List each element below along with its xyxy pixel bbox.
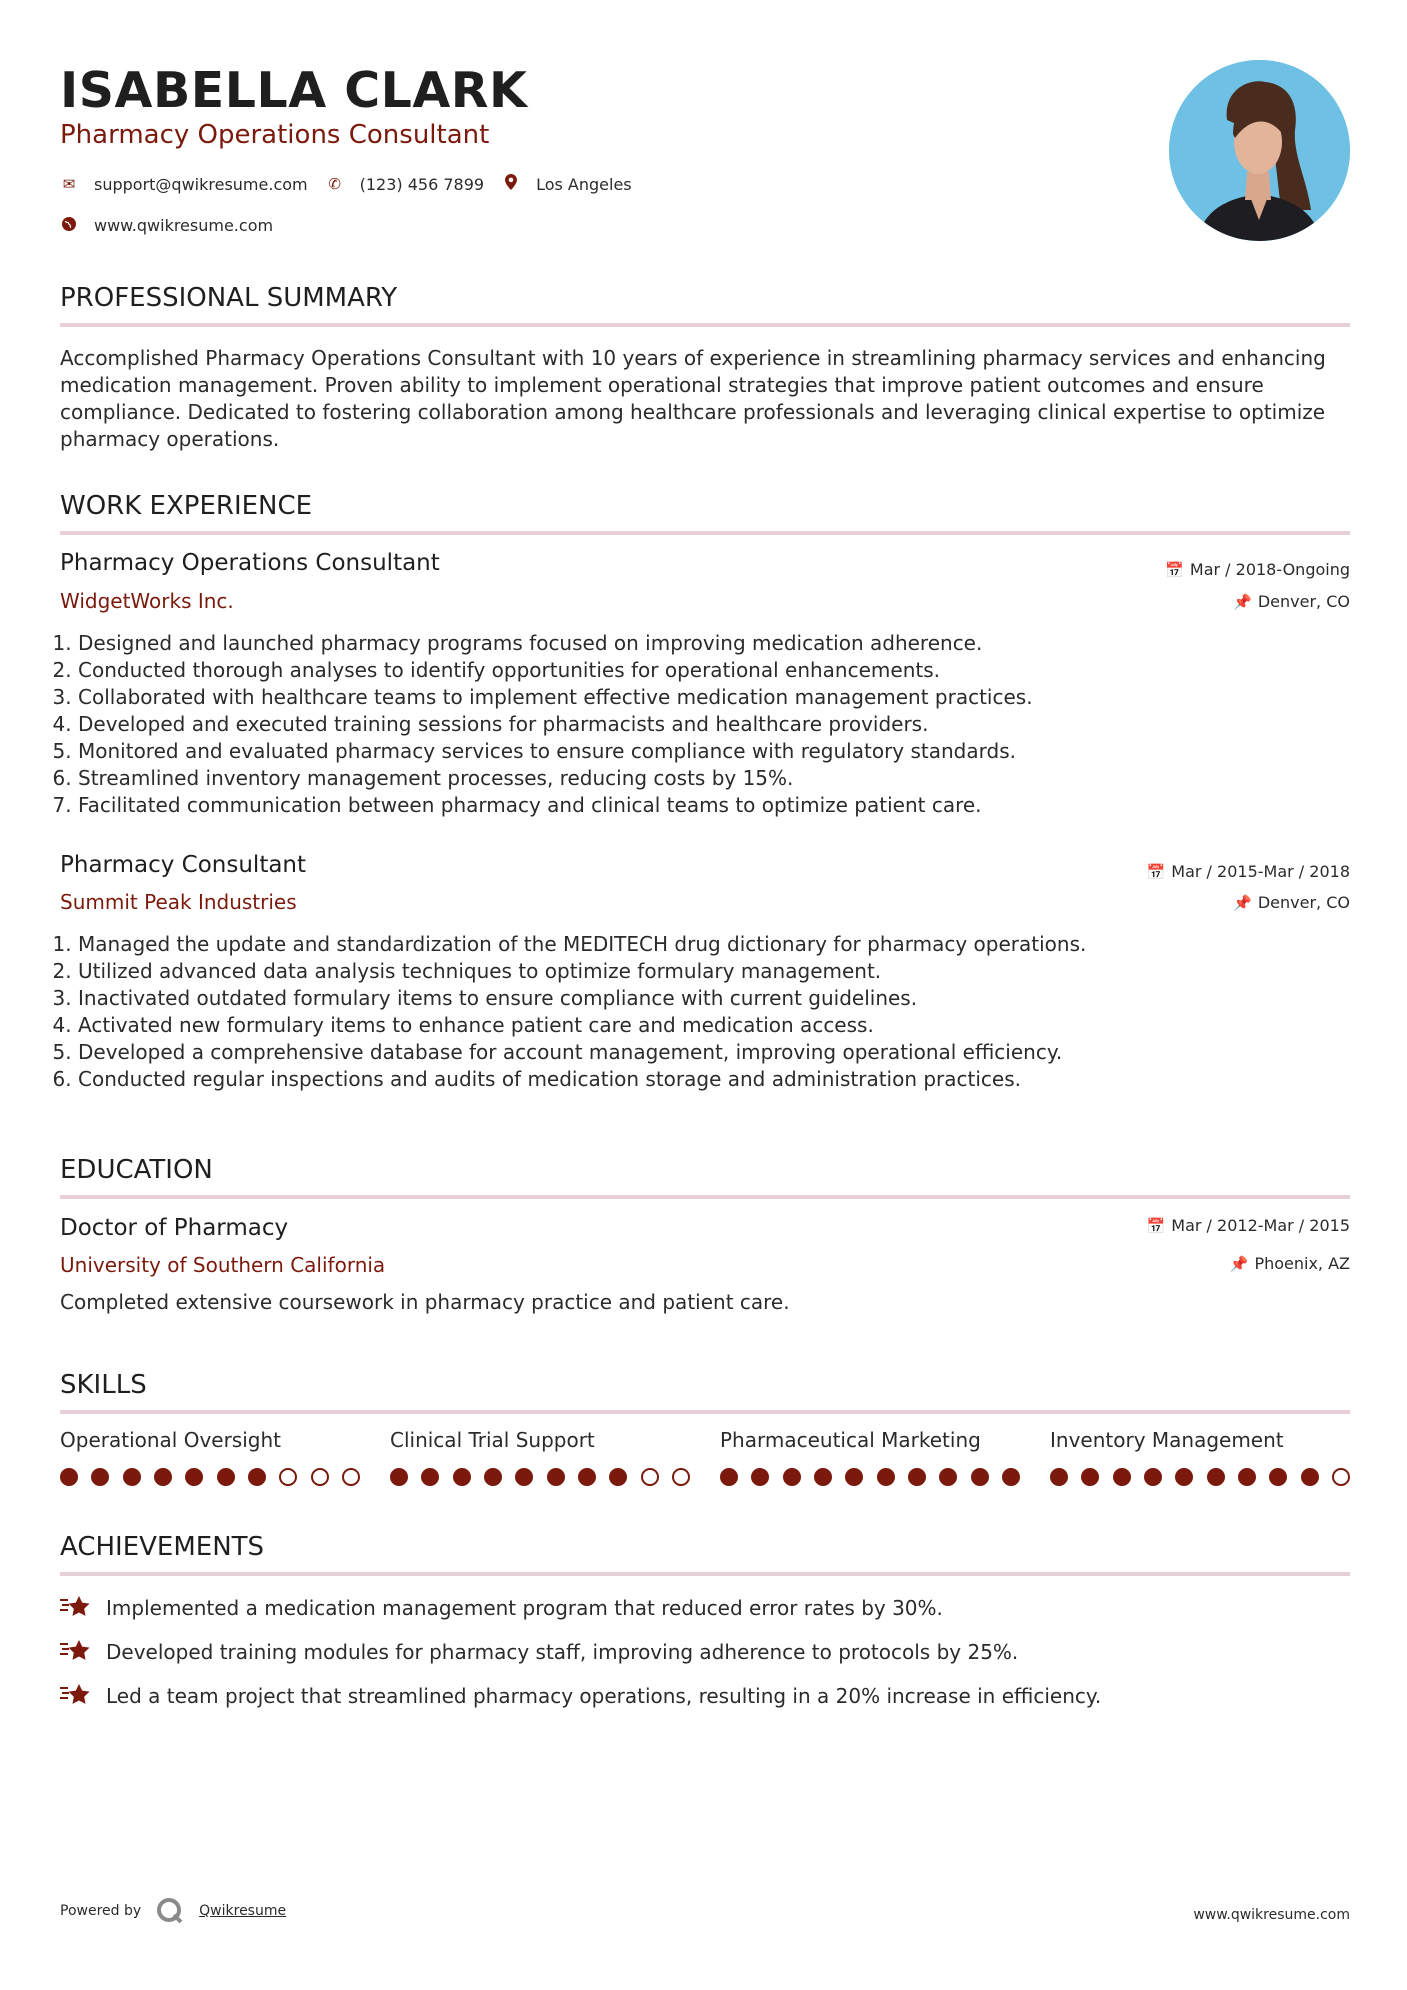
achievement-text: Developed training modules for pharmacy staff, improving adherence to protocols by 25%. — [106, 1640, 1019, 1664]
education-heading: EDUCATION — [60, 1155, 1350, 1199]
rating-dot-filled — [1144, 1468, 1162, 1486]
pin-icon: 📌 — [1233, 593, 1252, 611]
rating-dot-filled — [60, 1468, 78, 1486]
skill-rating — [60, 1468, 360, 1486]
website-row — [60, 216, 291, 235]
rating-dot-filled — [123, 1468, 141, 1486]
job-2-location — [1233, 893, 1350, 912]
rating-dot-empty — [672, 1468, 690, 1486]
rating-dot-filled — [908, 1468, 926, 1486]
job-1-dates-text: Mar / 2018-Ongoing — [1189, 560, 1350, 579]
job-1-bullets — [60, 630, 1033, 819]
contact-email[interactable] — [60, 175, 308, 194]
rating-dot-filled — [1175, 1468, 1193, 1486]
rating-dot-filled — [1050, 1468, 1068, 1486]
candidate-name: ISABELLA CLARK — [60, 62, 528, 119]
job-2-title: Pharmacy Consultant — [60, 852, 307, 878]
list-item: 2. Conducted thorough analyses to identify opportunities for operational enhancements. — [78, 657, 1033, 684]
job-2-dates-text: Mar / 2015-Mar / 2018 — [1171, 862, 1350, 881]
star-icon — [60, 1682, 92, 1710]
skill-name: Pharmaceutical Marketing — [720, 1428, 981, 1452]
education-dates-text: Mar / 2012-Mar / 2015 — [1171, 1216, 1350, 1235]
list-item: 1. Designed and launched pharmacy programs focused on improving medication adherence. — [78, 630, 1033, 657]
contact-row — [60, 174, 650, 194]
list-item: 5. Monitored and evaluated pharmacy services to ensure compliance with regulatory standards. — [78, 738, 1033, 765]
contact-location — [502, 174, 632, 194]
rating-dot-filled — [185, 1468, 203, 1486]
skill-rating — [1050, 1468, 1350, 1486]
rating-dot-filled — [1002, 1468, 1020, 1486]
rating-dot-filled — [751, 1468, 769, 1486]
skill-item — [390, 1428, 690, 1486]
footer-powered-by — [60, 1896, 286, 1926]
rating-dot-filled — [217, 1468, 235, 1486]
rating-dot-filled — [453, 1468, 471, 1486]
education-location — [1230, 1254, 1350, 1273]
job-1-company: WidgetWorks Inc. — [60, 589, 234, 613]
skill-name: Inventory Management — [1050, 1428, 1284, 1452]
skills-heading: SKILLS — [60, 1370, 1350, 1414]
rating-dot-filled — [515, 1468, 533, 1486]
rating-dot-empty — [1332, 1468, 1350, 1486]
rating-dot-filled — [1238, 1468, 1256, 1486]
powered-by-label: Powered by — [60, 1903, 142, 1919]
list-item: 3. Collaborated with healthcare teams to implement effective medication management practices. — [78, 684, 1033, 711]
rating-dot-filled — [421, 1468, 439, 1486]
rating-dot-filled — [845, 1468, 863, 1486]
list-item: 6. Streamlined inventory management processes, reducing costs by 15%. — [78, 765, 1033, 792]
achievement-item — [60, 1594, 943, 1622]
rating-dot-empty — [311, 1468, 329, 1486]
job-2-company: Summit Peak Industries — [60, 890, 297, 914]
email-text: support@qwikresume.com — [94, 174, 308, 194]
education-location-text: Phoenix, AZ — [1254, 1254, 1350, 1273]
achievement-text: Implemented a medication management program that reduced error rates by 30%. — [106, 1596, 943, 1620]
phone-icon: ✆ — [328, 175, 341, 193]
rating-dot-filled — [390, 1468, 408, 1486]
education-degree: Doctor of Pharmacy — [60, 1215, 289, 1241]
list-item: 4. Developed and executed training sessions for pharmacists and healthcare providers. — [78, 711, 1033, 738]
location-text: Los Angeles — [536, 174, 632, 194]
footer-website[interactable]: www.qwikresume.com — [1193, 1907, 1350, 1923]
achievements-heading: ACHIEVEMENTS — [60, 1532, 1350, 1576]
rating-dot-filled — [609, 1468, 627, 1486]
rating-dot-filled — [939, 1468, 957, 1486]
rating-dot-filled — [814, 1468, 832, 1486]
list-item: 4. Activated new formulary items to enhance patient care and medication access. — [78, 1012, 1086, 1039]
calendar-icon: 📅 — [1165, 561, 1184, 579]
job-2-bullets — [60, 931, 1086, 1093]
job-2-location-text: Denver, CO — [1257, 893, 1350, 912]
star-icon — [60, 1594, 92, 1622]
skill-name: Clinical Trial Support — [390, 1428, 595, 1452]
rating-dot-empty — [342, 1468, 360, 1486]
list-item: 1. Managed the update and standardization of the MEDITECH drug dictionary for pharmacy operations. — [78, 931, 1086, 958]
rating-dot-filled — [578, 1468, 596, 1486]
summary-heading: PROFESSIONAL SUMMARY — [60, 283, 1350, 327]
contact-website[interactable] — [60, 216, 273, 235]
website-text: www.qwikresume.com — [94, 216, 274, 235]
star-icon — [60, 1638, 92, 1666]
skill-item — [60, 1428, 360, 1486]
list-item: 3. Inactivated outdated formulary items to ensure compliance with current guidelines. — [78, 985, 1086, 1012]
list-item: 7. Facilitated communication between pharmacy and clinical teams to optimize patient care. — [78, 792, 1033, 819]
pin-icon: 📌 — [1233, 894, 1252, 912]
skills-list — [60, 1428, 1350, 1486]
list-item: 6. Conducted regular inspections and audits of medication storage and administration practices. — [78, 1066, 1086, 1093]
experience-heading: WORK EXPERIENCE — [60, 491, 1350, 535]
avatar — [1169, 60, 1350, 241]
contact-phone[interactable] — [326, 175, 484, 194]
rating-dot-empty — [279, 1468, 297, 1486]
rating-dot-filled — [971, 1468, 989, 1486]
achievement-item — [60, 1638, 1018, 1666]
rating-dot-filled — [1301, 1468, 1319, 1486]
skill-rating — [720, 1468, 1020, 1486]
skill-item — [720, 1428, 1020, 1486]
education-dates — [1147, 1216, 1350, 1235]
qwikresume-logo-icon — [155, 1896, 185, 1926]
calendar-icon: 📅 — [1146, 863, 1166, 881]
rating-dot-empty — [641, 1468, 659, 1486]
rating-dot-filled — [1207, 1468, 1225, 1486]
list-item: 5. Developed a comprehensive database for account management, improving operational efficiency. — [78, 1039, 1086, 1066]
list-item: 2. Utilized advanced data analysis techniques to optimize formulary management. — [78, 958, 1086, 985]
skill-item — [1050, 1428, 1350, 1486]
qwikresume-link[interactable]: Qwikresume — [199, 1903, 287, 1919]
phone-text: (123) 456 7899 — [359, 174, 485, 194]
education-school: University of Southern California — [60, 1253, 386, 1277]
education-description: Completed extensive coursework in pharmacy practice and patient care. — [60, 1290, 790, 1314]
job-1-location-text: Denver, CO — [1257, 592, 1350, 611]
achievement-text: Led a team project that streamlined pharmacy operations, resulting in a 20% increase in efficiency. — [106, 1684, 1102, 1708]
rating-dot-filled — [877, 1468, 895, 1486]
pin-icon: 📌 — [1229, 1255, 1249, 1273]
envelope-icon: ✉ — [62, 175, 76, 193]
rating-dot-filled — [547, 1468, 565, 1486]
achievement-item — [60, 1682, 1101, 1710]
rating-dot-filled — [154, 1468, 172, 1486]
globe-icon — [60, 217, 78, 235]
rating-dot-filled — [484, 1468, 502, 1486]
job-2-dates — [1147, 862, 1350, 881]
rating-dot-filled — [1269, 1468, 1287, 1486]
map-pin-icon — [502, 174, 520, 194]
job-1-title: Pharmacy Operations Consultant — [60, 550, 440, 576]
rating-dot-filled — [91, 1468, 109, 1486]
summary-text: Accomplished Pharmacy Operations Consultant with 10 years of experience in streamlining pharmacy services and enhancing medication management. Proven ability to implement operational strategies that improve patient outcomes and ensure compliance. Dedicated to fostering collaboration among healthcare professionals and leveraging clinical expertise to optimize pharmacy operations. — [60, 346, 1326, 451]
rating-dot-filled — [248, 1468, 266, 1486]
rating-dot-filled — [1081, 1468, 1099, 1486]
calendar-icon: 📅 — [1146, 1217, 1166, 1235]
rating-dot-filled — [1113, 1468, 1131, 1486]
job-1-dates — [1165, 560, 1350, 579]
rating-dot-filled — [783, 1468, 801, 1486]
rating-dot-filled — [720, 1468, 738, 1486]
candidate-title: Pharmacy Operations Consultant — [60, 120, 490, 150]
job-1-location — [1233, 592, 1350, 611]
skill-rating — [390, 1468, 690, 1486]
avatar-portrait — [1169, 60, 1350, 241]
skill-name: Operational Oversight — [60, 1428, 281, 1452]
